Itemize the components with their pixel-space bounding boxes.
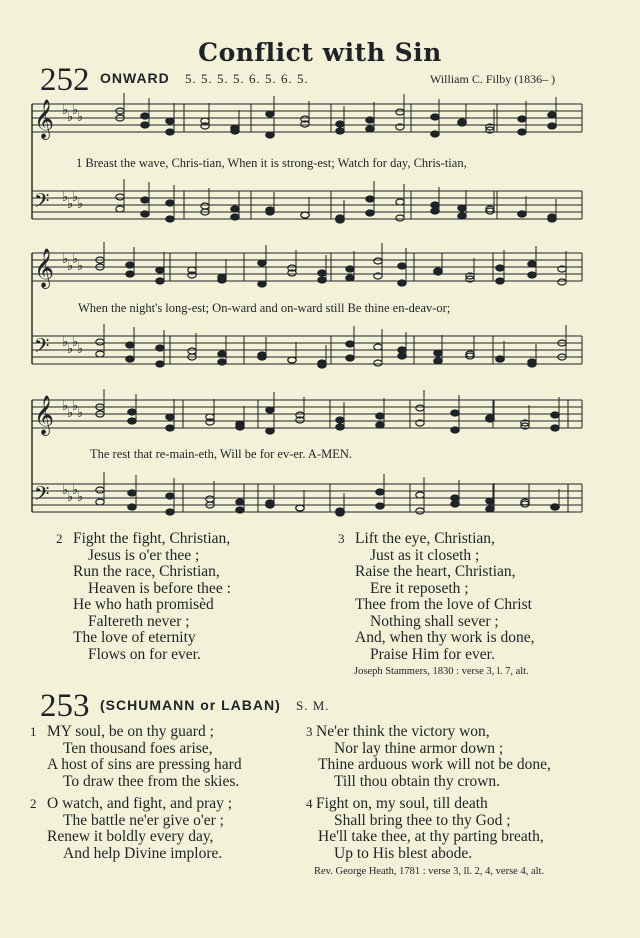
svg-text:♭: ♭ [62,251,69,266]
stanza-253-3: 3 Ne'er think the victory won, Nor lay thine armor down ; Thine arduous work will not be done, Till thou obtain thy crown. [306,723,551,790]
svg-text:♭: ♭ [77,341,84,356]
svg-text:♭: ♭ [77,489,84,504]
credit-253: Rev. George Heath, 1781 : verse 3, ll. 2, 4, verse 4, alt. [314,866,545,877]
page-title: Conflict with Sin [198,38,442,67]
svg-text:♭: ♭ [77,258,84,273]
svg-text:♭: ♭ [62,398,69,413]
svg-text:♭: ♭ [67,109,74,124]
svg-text:♭: ♭ [72,334,79,349]
lyric-line-3: The rest that re-main-eth, Will be for ev-er. A-MEN. [90,447,353,461]
stanza-2: 2 Fight the fight, Christian, Jesus is o'er thee ; Run the race, Christian, Heaven is before thee : He who hath promisèd Faltereth never ; The love of eternity Flows on for ever. [56,530,231,663]
svg-text:♭: ♭ [72,398,79,413]
svg-text:♭: ♭ [67,489,74,504]
hymn-number: 252 [40,62,90,98]
svg-text:♭: ♭ [67,341,74,356]
svg-text:♭: ♭ [77,109,84,124]
meter: 5. 5. 5. 5. 6. 5. 6. 5. [185,71,309,86]
svg-text:𝄞: 𝄞 [34,99,55,139]
meter-253: S. M. [296,698,330,713]
hymn-number-253: 253 [40,688,90,724]
stanza-3: 3 Lift the eye, Christian, Just as it closeth ; Raise the heart, Christian, Ere it reposeth ; Thee from the love of Christ Nothing shall sever ; And, when thy work is done, Praise Him for ever. [338,530,535,663]
svg-text:♭: ♭ [67,405,74,420]
svg-text:♭: ♭ [72,482,79,497]
svg-text:𝄢: 𝄢 [34,334,50,362]
svg-text:♭: ♭ [72,102,79,117]
svg-text:♭: ♭ [72,251,79,266]
svg-text:♭: ♭ [62,102,69,117]
svg-text:♭: ♭ [67,258,74,273]
credit-252: Joseph Stammers, 1830 : verse 3, l. 7, alt. [354,666,529,677]
stanza-253-1: 1 MY soul, be on thy guard ; Ten thousand foes arise, A host of sins are pressing hard To draw thee from the skies. [30,723,242,790]
svg-text:♭: ♭ [67,196,74,211]
svg-text:♭: ♭ [77,196,84,211]
svg-text:𝄢: 𝄢 [34,189,50,217]
svg-text:♭: ♭ [62,334,69,349]
composer: William C. Filby (1836– ) [430,72,556,86]
tune-name-253: (SCHUMANN or LABAN) [100,697,281,713]
svg-text:𝄞: 𝄞 [34,395,55,435]
stanza-253-4: 4 Fight on, my soul, till death Shall bring thee to thy God ; He'll take thee, at thy parting breath, Up to His blest abode. [306,795,544,862]
lyric-line-1: 1 Breast the wave, Chris-tian, When it is strong-est; Watch for day, Chris-tian, [76,156,467,170]
svg-text:𝄢: 𝄢 [34,482,50,510]
svg-text:♭: ♭ [72,189,79,204]
tune-name: ONWARD [100,70,170,86]
svg-text:𝄞: 𝄞 [34,248,55,288]
stanza-253-2: 2 O watch, and fight, and pray ; The battle ne'er give o'er ; Renew it boldly every day, And help Divine implore. [30,795,233,862]
svg-text:♭: ♭ [77,405,84,420]
svg-text:♭: ♭ [62,189,69,204]
svg-text:♭: ♭ [62,482,69,497]
lyric-line-2: When the night's long-est; On-ward and on-ward still Be thine en-deav-or; [78,301,451,315]
